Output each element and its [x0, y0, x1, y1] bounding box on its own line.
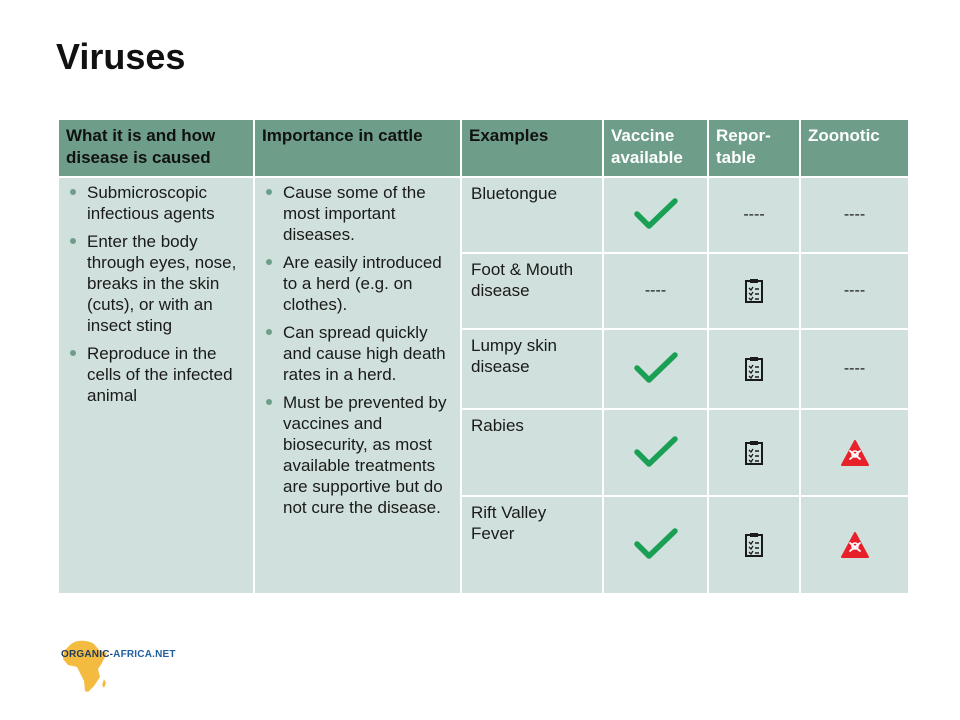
bullet-item: Reproduce in the cells of the infected animal [67, 343, 247, 406]
zoonotic-cell [800, 409, 909, 496]
vaccine-cell [603, 496, 708, 594]
biohazard-warning-icon [840, 531, 870, 559]
vaccine-cell [603, 329, 708, 409]
dash-placeholder: ---- [743, 206, 765, 223]
bullet-dot-icon [266, 259, 272, 265]
bullet-item: Submicroscopic infectious agents [67, 182, 247, 224]
bullet-item: Enter the body through eyes, nose, breaks in the skin (cuts), or with an insect sting [67, 231, 247, 336]
header-vaccine: Vaccine available [603, 119, 708, 177]
bullet-dot-icon [70, 238, 76, 244]
zoonotic-cell [800, 496, 909, 594]
zoonotic-cell [800, 329, 909, 409]
bullet-item: Are easily introduced to a herd (e.g. on clothes). [263, 252, 454, 315]
example-cell: Foot & Mouth disease [461, 253, 603, 329]
bullet-dot-icon [266, 329, 272, 335]
header-examples: Examples [461, 119, 603, 177]
what-it-is-cell [58, 177, 254, 594]
bullet-item: Must be prevented by vaccines and biosecurity, as most available treatments are supportive but do not cure the disease. [263, 392, 454, 518]
dash-placeholder: ---- [644, 282, 667, 299]
reportable-cell [708, 177, 800, 253]
example-cell: Rabies [461, 409, 603, 496]
importance-bullet-list [263, 182, 454, 518]
slide-title: Viruses [56, 36, 186, 77]
clipboard-checklist-icon [744, 440, 764, 466]
example-cell: Bluetongue [461, 177, 603, 253]
bullet-item: Can spread quickly and cause high death rates in a herd. [263, 322, 454, 385]
what-bullet-list [67, 182, 247, 406]
bullet-dot-icon [266, 189, 272, 195]
zoonotic-cell [800, 253, 909, 329]
vaccine-cell [603, 253, 708, 329]
dash-placeholder: ---- [843, 360, 866, 377]
bullet-dot-icon [266, 399, 272, 405]
clipboard-checklist-icon [744, 532, 764, 558]
dash-placeholder: ---- [843, 282, 866, 299]
clipboard-checklist-icon [744, 356, 764, 382]
reportable-cell [708, 409, 800, 496]
africa-map-icon [60, 639, 110, 694]
header-importance: Importance in cattle [254, 119, 461, 177]
example-cell: Lumpy skin disease [461, 329, 603, 409]
importance-cell [254, 177, 461, 594]
bullet-item: Cause some of the most important diseases. [263, 182, 454, 245]
reportable-cell [708, 253, 800, 329]
vaccine-cell [603, 177, 708, 253]
reportable-cell [708, 329, 800, 409]
bullet-dot-icon [70, 189, 76, 195]
checkmark-icon [632, 527, 680, 563]
organic-africa-logo [60, 639, 180, 694]
example-cell: Rift Valley Fever [461, 496, 603, 594]
bullet-dot-icon [70, 350, 76, 356]
header-reportable: Repor-table [708, 119, 800, 177]
clipboard-checklist-icon [744, 278, 764, 304]
biohazard-warning-icon [840, 439, 870, 467]
checkmark-icon [632, 435, 680, 471]
logo-text: ORGANIC-AFRICA.NET [61, 649, 176, 660]
virus-table [57, 118, 910, 595]
checkmark-icon [632, 351, 680, 387]
reportable-cell [708, 496, 800, 594]
table-header-row [58, 119, 909, 177]
vaccine-cell [603, 409, 708, 496]
table-row [58, 177, 909, 253]
checkmark-icon [632, 197, 680, 233]
header-zoonotic: Zoonotic [800, 119, 909, 177]
header-what: What it is and how disease is caused [58, 119, 254, 177]
dash-placeholder: ---- [843, 206, 866, 223]
zoonotic-cell [800, 177, 909, 253]
